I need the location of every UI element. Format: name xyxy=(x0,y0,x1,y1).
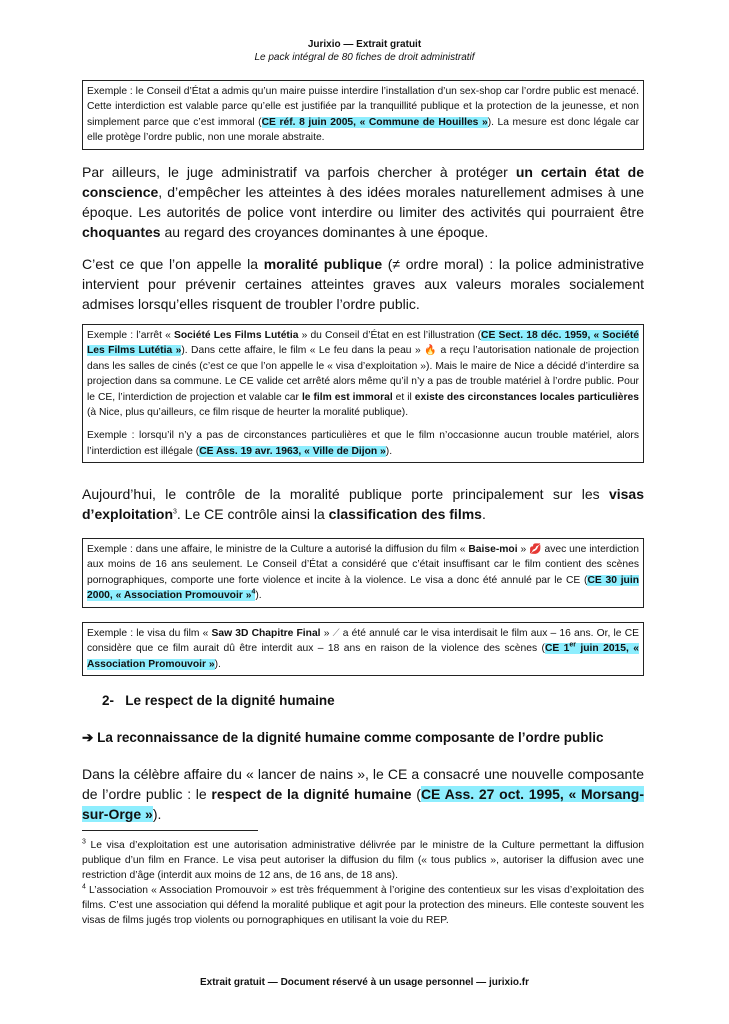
case-reference: CE 1er juin 2015, « Association Promouvoir » xyxy=(87,641,639,670)
case-reference: CE Sect. 18 déc. 1959, « Société Les Films Lutétia » xyxy=(87,330,639,357)
knife-icon: ⟋ xyxy=(332,628,340,639)
footnote-ref-3: 3 xyxy=(173,508,177,516)
example-box-baise-moi: Exemple : dans une affaire, le ministre de la Culture a autorisé la diffusion du film « Baise-moi » 💋 avec une interdiction aux moins de 16 ans seulement. Le Conseil d’État a considéré que c’était insuffisant car le film contient des scènes pornographiques, comporte une forte violence et incite à la violence. Le visa a donc été annulé par le CE (CE 30 juin 2000, « Association Promouvoir »$^4$). xyxy=(82,538,644,608)
arrow-icon: ➔ xyxy=(82,730,94,745)
paragraph-conscience: Par ailleurs, le juge administratif va parfois chercher à protéger un certain état de conscience, d’empêcher les atteintes à des idées morales naturellement admises à une époque. Les autorités de police vont interdire ou limiter des activités qui pourraient être choquantes au regard des croyances dominantes à une époque. xyxy=(82,164,645,240)
example-box-saw: Exemple : le visa du film « Saw 3D Chapitre Final » ⟋ a été annulé car le visa interdisait le film aux – 16 ans. Or, le CE considère que ce film aurait dû être interdit aux – 18 ans en raison de la violence des scènes (CE 1er juin 2015, « Association Promouvoir »). xyxy=(82,622,644,676)
section-heading: 2- Le respect de la dignité humaine xyxy=(102,693,335,708)
paragraph-dignite: Dans la célèbre affaire du « lancer de nains », le CE a consacré une nouvelle composante de l’ordre public : le respect de la dignité humaine (CE Ass. 27 oct. 1995, « Morsang-sur-Orge »). xyxy=(82,766,645,822)
case-reference: CE 30 juin 2000, « Association Promouvoir »$^4$ xyxy=(87,574,639,602)
example-box-houilles xyxy=(82,80,644,150)
page-footer: Extrait gratuit — Document réservé à un usage personnel — jurixio.fr xyxy=(200,977,529,988)
paragraph-visas: Aujourd’hui, le contrôle de la moralité publique porte principalement sur les visas d’exploitation$^3$. Le CE contrôle ainsi la classification des films. xyxy=(82,486,644,522)
footnote-4: $^4$ L’association « Association Promouvoir » est très fréquemment à l’origine des contentieux sur les visas d’exploitation des films. C’est une association qui défend la moralité publique et agit pour la protection des mineurs. Elle conteste souvent les visas de films jugés trop violents ou pornographiques en utilisant la voie du REP. xyxy=(82,883,644,926)
example-lutetia: Exemple : l’arrêt « Société Les Films Lutétia » du Conseil d’État en est l’illustration (CE Sect. 18 déc. 1959, « Société Les Films Lutétia »). Dans cette affaire, le film « Le feu dans la peau » 🔥 a reçu l’autorisation nationale de projection dans les salles de cinés (c’est ce que l’on appelle le « visa d’exploitation »). Mais le maire de Nice a décidé d’interdire sa projection dans sa commune. Le CE valide cet arrêté alors même qu’il n’y a pas de trouble matériel à l’ordre public. Pour le CE, l’interdiction de projection et valable car le film est immoral et il existe des circonstances locales particulières (à Nice, plus qu’ailleurs, ce film risque de heurter la moralité publique). xyxy=(87,330,639,419)
fire-icon: 🔥 xyxy=(424,345,438,357)
footnote-separator xyxy=(82,830,258,831)
example-box-lutetia xyxy=(82,324,644,463)
subsection-heading: ➔ La reconnaissance de la dignité humaine comme composante de l’ordre public xyxy=(82,730,604,745)
footnote-ref-4: 4 xyxy=(251,588,256,596)
header-subtitle: Le pack intégral de 80 fiches de droit administratif xyxy=(254,52,475,63)
footnote-3: $^3$ Le visa d’exploitation est une autorisation administrative délivrée par le ministre de la Culture permettant la diffusion publique d’un film en France. Le visa peut autoriser la diffusion du film (« tous publics », autoriser la diffusion avec une restriction d’âge (interdit aux moins de 12 ans, de 16 ans, de 18 ans). xyxy=(82,838,644,881)
lips-icon: 💋 xyxy=(529,544,542,555)
paragraph-moralite-publique: C’est ce que l’on appelle la moralité publique (≠ ordre moral) : la police administrative intervient pour prévenir certaines atteintes graves aux valeurs morales socialement admises lorsqu’elles risquent de troubler l’ordre public. xyxy=(82,256,644,312)
case-reference: CE Ass. 27 oct. 1995, « Morsang-sur-Orge » xyxy=(82,786,645,822)
example-text: ). La mesure est donc légale car elle protège l’ordre public, non une morale abstraite. xyxy=(87,116,639,144)
page-header xyxy=(0,38,729,64)
header-title: Jurixio — Extrait gratuit xyxy=(307,39,422,50)
case-reference: CE Ass. 19 avr. 1963, « Ville de Dijon » xyxy=(199,445,386,457)
case-reference: CE réf. 8 juin 2005, « Commune de Houilles » xyxy=(261,116,488,128)
example-text: Exemple : le Conseil d’État a admis qu’un maire puisse interdire l’installation d’un sex-shop car l’ordre public est menacé. Cette interdiction est valable parce qu’elle est justifiée par la tranquillité publique et la protection de la jeunesse, et non simplement parce que c’est immoral ( xyxy=(87,86,639,128)
example-dijon: Exemple : lorsqu’il n’y a pas de circonstances particulières et que le film n’occasionne aucun trouble matériel, alors l’interdiction est illégale (CE Ass. 19 avr. 1963, « Ville de Dijon »). xyxy=(87,430,639,457)
